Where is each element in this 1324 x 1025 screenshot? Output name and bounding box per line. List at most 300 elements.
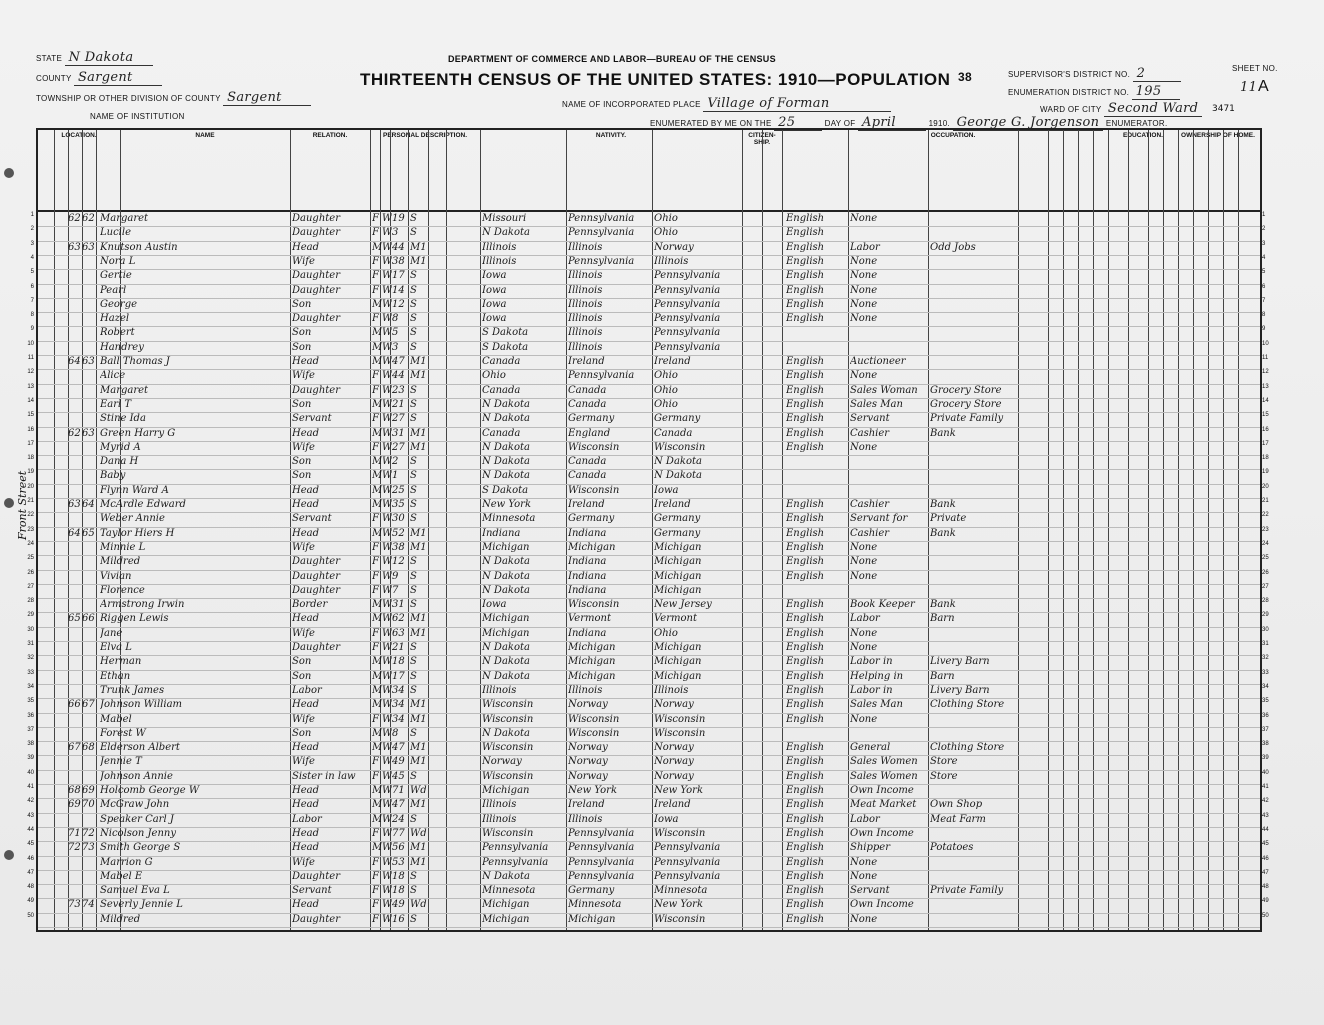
cell-race: W — [382, 527, 392, 539]
cell-fam: 63 — [82, 427, 95, 439]
cell-race: W — [382, 656, 392, 668]
cell-pobf: Indiana — [568, 570, 607, 582]
cell-sex: M — [372, 427, 382, 439]
cell-occ — [850, 455, 928, 469]
cell-name: George — [100, 298, 138, 310]
cell-sex: M — [372, 456, 382, 468]
row-number-right: 38 — [1262, 741, 1269, 748]
cell-age: 27 — [392, 413, 405, 425]
cell-pobm: Pennsylvania — [654, 270, 721, 282]
cell-race: W — [382, 384, 392, 396]
cell-rel: Wife — [292, 370, 315, 382]
cell-occ: Own Income — [850, 785, 914, 796]
cell-pob: Illinois — [482, 799, 517, 811]
cell-age: 16 — [392, 913, 405, 925]
row-number: 33 — [27, 669, 34, 676]
cell-dw: 64 — [68, 356, 81, 367]
cell-pobf: Illinois — [568, 241, 603, 253]
cell-ms: S — [410, 570, 417, 582]
cell-ms: S — [410, 556, 417, 568]
cell-ind — [930, 355, 1018, 369]
cell-pobm: Pennsylvania — [654, 298, 721, 310]
enum-district-value: 195 — [1132, 84, 1180, 100]
cell-ind: Bank — [930, 599, 956, 611]
cell-name: Dana H — [100, 456, 139, 468]
cell-name: Margaret — [100, 213, 149, 224]
row-number-right: 50 — [1262, 912, 1269, 919]
row-number: 45 — [27, 841, 34, 848]
cell-rel: Head — [292, 827, 320, 839]
row-number: 32 — [27, 655, 34, 662]
cell-rel: Labor — [292, 813, 322, 825]
page-title: THIRTEENTH CENSUS OF THE UNITED STATES: 1910—POPULATION — [360, 70, 951, 89]
cell-age: 18 — [392, 870, 405, 882]
cell-name: Vivian — [100, 570, 132, 582]
cell-pob: Canada — [482, 384, 521, 396]
cell-pobf: Illinois — [568, 298, 603, 310]
cell-lang: English — [786, 684, 825, 696]
cell-lang: English — [786, 441, 825, 453]
cell-ms: S — [410, 913, 417, 925]
cell-ind: Bank — [930, 427, 956, 439]
cell-pobf: Germany — [568, 513, 615, 525]
cell-dw — [68, 326, 82, 340]
cell-pob: N Dakota — [482, 670, 530, 682]
table-row — [27, 612, 1269, 627]
enumerator-name: George G. Jorgenson — [953, 115, 1104, 131]
row-number: 36 — [27, 712, 34, 719]
cell-name: Elderson Albert — [100, 742, 180, 754]
cell-fam — [82, 269, 96, 283]
cell-lang: English — [786, 842, 825, 854]
cell-age: 30 — [392, 513, 405, 525]
table-row — [27, 755, 1269, 770]
cell-pobf: Norway — [568, 742, 608, 754]
cell-dw — [68, 627, 82, 641]
cell-pobm: Norway — [654, 742, 694, 754]
cell-pobm: Ohio — [654, 384, 678, 396]
cell-ind: Own Shop — [930, 799, 983, 811]
cell-race: W — [382, 684, 392, 696]
cell-fam — [82, 384, 96, 398]
cell-rel: Wife — [292, 441, 315, 453]
cell-rel: Daughter — [292, 213, 340, 224]
cell-fam — [82, 555, 96, 569]
cell-rel: Daughter — [292, 313, 340, 325]
row-number: 12 — [27, 369, 34, 376]
row-number: 34 — [27, 683, 34, 690]
cell-pobf: Pennsylvania — [568, 227, 635, 239]
cell-name: Nora L — [100, 255, 136, 267]
cell-sex: M — [372, 670, 382, 682]
cell-pob: S Dakota — [482, 484, 529, 496]
cell-lang: English — [786, 885, 825, 897]
cell-fam — [82, 412, 96, 426]
row-number: 47 — [27, 869, 34, 876]
row-number: 35 — [27, 698, 34, 705]
cell-ms: S — [410, 670, 417, 682]
cell-ind — [930, 570, 1018, 584]
cell-sex: F — [372, 441, 379, 453]
cell-pobf: Ireland — [568, 356, 605, 367]
table-row — [27, 340, 1269, 356]
cell-fam: 63 — [82, 241, 95, 253]
cell-sex: M — [372, 599, 382, 611]
cell-ind: Bank — [930, 499, 956, 510]
cell-rel: Head — [292, 785, 320, 796]
cell-dw: 69 — [68, 799, 81, 811]
sheet-value: 11 — [1240, 80, 1258, 95]
row-number-right: 24 — [1262, 540, 1269, 547]
cell-occ: Auctioneer — [850, 356, 906, 367]
cell-ms: S — [410, 499, 417, 510]
cell-rel: Daughter — [292, 584, 340, 596]
cell-ms: S — [410, 470, 417, 482]
cell-pobf: New York — [568, 785, 617, 796]
cell-rel: Daughter — [292, 870, 340, 882]
cell-lang: English — [786, 284, 825, 296]
cell-name: Weber Annie — [100, 513, 165, 525]
cell-ms: S — [410, 770, 417, 782]
cell-fam — [82, 541, 96, 555]
cell-rel: Daughter — [292, 556, 340, 568]
cell-lang: English — [786, 856, 825, 868]
ward-line — [1040, 101, 1202, 117]
cell-age: 7 — [392, 584, 399, 596]
cell-ms: S — [410, 870, 417, 882]
cell-race: W — [382, 356, 392, 367]
cell-fam: 69 — [82, 785, 95, 796]
cell-pobm: Pennsylvania — [654, 842, 721, 854]
cell-lang — [786, 455, 848, 469]
row-number-right: 40 — [1262, 769, 1269, 776]
cell-fam — [82, 455, 96, 469]
cell-race: W — [382, 556, 392, 568]
row-number-right: 27 — [1262, 583, 1269, 590]
cell-pob: Wisconsin — [482, 742, 534, 754]
cell-pob: N Dakota — [482, 398, 530, 410]
cell-sex: F — [372, 384, 379, 396]
cell-race: W — [382, 470, 392, 482]
cell-pobf: Indiana — [568, 627, 607, 639]
row-number-right: 33 — [1262, 669, 1269, 676]
cell-occ: None — [850, 870, 878, 882]
cell-pobm: Wisconsin — [654, 441, 706, 453]
cell-pobm: Illinois — [654, 255, 689, 267]
cell-occ: Sales Women — [850, 756, 918, 768]
cell-ind — [930, 784, 1018, 798]
cell-sex: F — [372, 770, 379, 782]
ward-label: WARD OF CITY — [1040, 105, 1102, 114]
cell-occ: None — [850, 441, 878, 453]
row-number-right: 41 — [1262, 784, 1269, 790]
cell-race: W — [382, 484, 392, 496]
cell-pobf: Illinois — [568, 813, 603, 825]
cell-pobm: Vermont — [654, 613, 697, 625]
cell-ind: Livery Barn — [930, 684, 990, 696]
cell-pob: Pennsylvania — [482, 842, 549, 854]
row-number-right: 12 — [1262, 369, 1269, 376]
cell-fam — [82, 469, 96, 483]
row-number: 41 — [27, 784, 34, 790]
row-number-right: 34 — [1262, 683, 1269, 690]
cell-dw — [68, 369, 82, 383]
cell-fam: 64 — [82, 499, 95, 510]
cell-lang: English — [786, 384, 825, 396]
cell-race: W — [382, 770, 392, 782]
cell-pobm: Michigan — [654, 570, 702, 582]
cell-age: 12 — [392, 556, 405, 568]
cell-pobm: New York — [654, 785, 703, 796]
table-row — [30, 254, 1266, 270]
cell-sex: M — [372, 527, 382, 539]
cell-lang: English — [786, 699, 825, 711]
cell-rel: Head — [292, 742, 320, 754]
row-number-right: 48 — [1262, 884, 1269, 891]
cell-sex: F — [372, 313, 379, 325]
cell-pob: Michigan — [482, 627, 530, 639]
cell-lang: English — [786, 599, 825, 611]
cell-fam — [82, 284, 96, 298]
row-number: 30 — [27, 626, 34, 633]
cell-pob: N Dakota — [482, 413, 530, 425]
row-number: 13 — [27, 383, 34, 390]
cell-fam — [82, 870, 96, 884]
cell-age: 44 — [392, 370, 405, 382]
cell-occ — [850, 484, 928, 498]
street-name-margin: Front Street — [16, 470, 29, 540]
cell-occ: Labor — [850, 613, 880, 625]
cell-fam — [82, 655, 96, 669]
cell-occ: None — [850, 570, 878, 582]
cell-fam — [82, 627, 96, 641]
cell-age: 27 — [392, 441, 405, 453]
cell-ind: Meat Farm — [930, 813, 986, 825]
cell-ind: Private Family — [930, 885, 1004, 897]
cell-race: W — [382, 785, 392, 796]
cell-ms: S — [410, 656, 417, 668]
cell-lang — [786, 341, 848, 355]
cell-occ: Meat Market — [850, 799, 917, 811]
cell-race: W — [382, 742, 392, 754]
cell-ms: S — [410, 684, 417, 696]
cell-pobm: Michigan — [654, 670, 702, 682]
cell-occ: Labor — [850, 241, 880, 253]
cell-dw — [68, 412, 82, 426]
cell-name: Green Harry G — [100, 427, 176, 439]
table-row — [27, 540, 1269, 556]
cell-lang: English — [786, 499, 825, 510]
cell-age: 12 — [392, 298, 405, 310]
cell-sex: M — [372, 799, 382, 811]
cell-age: 44 — [392, 241, 405, 253]
row-number: 10 — [27, 340, 34, 347]
cell-ind — [930, 484, 1018, 498]
cell-ms: S — [410, 298, 417, 310]
cell-pobm: Norway — [654, 756, 694, 768]
cell-sex: M — [372, 356, 382, 367]
cell-fam — [82, 226, 96, 240]
cell-sex: F — [372, 284, 379, 296]
cell-age: 34 — [392, 684, 405, 696]
cell-sex: F — [372, 255, 379, 267]
table-row — [30, 326, 1266, 341]
cell-occ: None — [850, 642, 878, 653]
cell-pob: Canada — [482, 427, 521, 439]
cell-lang: English — [786, 713, 825, 725]
table-row — [27, 598, 1269, 613]
table-row — [27, 569, 1269, 585]
ward-value: Second Ward — [1104, 101, 1202, 117]
cell-name: Mabel E — [100, 870, 143, 882]
row-number-right: 18 — [1262, 455, 1269, 462]
cell-ind — [930, 341, 1018, 355]
table-row — [27, 769, 1269, 785]
cell-sex: M — [372, 742, 382, 754]
cell-race: W — [382, 413, 392, 425]
cell-pob: Canada — [482, 356, 521, 367]
table-row — [27, 412, 1269, 427]
row-number: 16 — [27, 426, 34, 433]
cell-sex: M — [372, 684, 382, 696]
row-number-right: 8 — [1262, 312, 1266, 319]
cell-ms: M1 — [410, 527, 427, 539]
cell-race: W — [382, 227, 392, 239]
cell-pob: Iowa — [482, 284, 507, 296]
cell-age: 25 — [392, 484, 405, 496]
row-number-right: 35 — [1262, 698, 1269, 705]
cell-pob: Minnesota — [482, 885, 536, 897]
cell-ms: S — [410, 284, 417, 296]
table-row — [27, 669, 1269, 685]
cell-age: 8 — [392, 313, 399, 325]
cell-pobm: Ohio — [654, 398, 678, 410]
cell-pobf: Canada — [568, 456, 607, 468]
cell-ind: Livery Barn — [930, 656, 990, 668]
cell-lang: English — [786, 370, 825, 382]
cell-pob: Indiana — [482, 527, 521, 539]
cell-name: Holcomb George W — [100, 785, 200, 796]
cell-occ: Helping in — [850, 670, 904, 682]
cell-sex: M — [372, 613, 382, 625]
cell-rel: Head — [292, 527, 320, 539]
cell-lang: English — [786, 899, 825, 911]
row-number: 9 — [30, 326, 34, 333]
cell-lang: English — [786, 913, 825, 925]
cell-fam — [82, 341, 96, 355]
cell-race: W — [382, 599, 392, 611]
cell-name: Armstrong Irwin — [100, 599, 185, 611]
cell-fam: 73 — [82, 842, 95, 854]
cell-ms: S — [410, 813, 417, 825]
row-number: 40 — [27, 769, 34, 776]
cell-pob: Michigan — [482, 785, 530, 796]
cell-occ: None — [850, 713, 878, 725]
table-row — [27, 469, 1269, 484]
cell-ms: S — [410, 599, 417, 611]
institution-line — [90, 112, 185, 121]
cell-rel: Daughter — [292, 913, 340, 925]
cell-pob: Illinois — [482, 684, 517, 696]
cell-occ: None — [850, 541, 878, 553]
cell-ms: S — [410, 398, 417, 410]
cell-sex: F — [372, 370, 379, 382]
cell-age: 3 — [392, 227, 399, 239]
cell-ms: M1 — [410, 756, 427, 768]
cell-ms: M1 — [410, 356, 427, 367]
cell-pobf: Pennsylvania — [568, 856, 635, 868]
cell-rel: Daughter — [292, 270, 340, 282]
cell-sex: F — [372, 885, 379, 897]
cell-sex: F — [372, 227, 379, 239]
cell-lang: English — [786, 527, 825, 539]
sheet-label: SHEET NO. — [1232, 64, 1278, 73]
cell-pob: N Dakota — [482, 470, 530, 482]
cell-lang: English — [786, 356, 825, 367]
enumerator-label: ENUMERATOR. — [1105, 119, 1168, 128]
cell-dw — [68, 598, 82, 612]
cell-rel: Wife — [292, 627, 315, 639]
cell-fam: 65 — [82, 527, 95, 539]
row-number: 50 — [27, 912, 34, 919]
cell-name: Nicolson Jenny — [100, 827, 176, 839]
cell-pobf: Pennsylvania — [568, 827, 635, 839]
cell-race: W — [382, 398, 392, 410]
cell-sex: F — [372, 213, 379, 224]
cell-fam: 74 — [82, 899, 95, 911]
table-row — [27, 898, 1269, 913]
cell-pobm: New York — [654, 899, 703, 911]
cell-ms: Wd — [410, 827, 427, 839]
table-row — [27, 583, 1269, 599]
cell-ind: Grocery Store — [930, 384, 1002, 396]
cell-pob: S Dakota — [482, 327, 529, 339]
cell-occ: Cashier — [850, 499, 890, 510]
cell-ms: M1 — [410, 742, 427, 754]
cell-ms: M1 — [410, 613, 427, 625]
cell-dw — [68, 913, 82, 927]
cell-fam — [82, 298, 96, 312]
cell-rel: Border — [292, 599, 328, 611]
cell-occ: Cashier — [850, 427, 890, 439]
cell-name: Mildred — [100, 556, 141, 568]
table-row — [27, 440, 1269, 456]
cell-lang: English — [786, 398, 825, 410]
cell-ms: Wd — [410, 899, 427, 911]
cell-ind — [930, 870, 1018, 884]
cell-dw: 62 — [68, 213, 81, 224]
cell-pobf: Illinois — [568, 270, 603, 282]
cell-ms: S — [410, 413, 417, 425]
cell-rel: Daughter — [292, 570, 340, 582]
cell-pob: S Dakota — [482, 341, 529, 353]
cell-sex: F — [372, 570, 379, 582]
cell-rel: Daughter — [292, 384, 340, 396]
cell-occ: None — [850, 298, 878, 310]
cell-dw — [68, 298, 82, 312]
cell-race: W — [382, 313, 392, 325]
cell-pobm: Germany — [654, 513, 701, 525]
cell-race: W — [382, 284, 392, 296]
sheet-letter: A — [1258, 78, 1269, 95]
cell-sex: M — [372, 327, 382, 339]
cell-ind — [930, 269, 1018, 283]
cell-race: W — [382, 856, 392, 868]
header-relation: RELATION. — [312, 132, 348, 139]
cell-pob: Wisconsin — [482, 770, 534, 782]
table-row — [27, 555, 1269, 570]
cell-dw: 63 — [68, 499, 81, 510]
